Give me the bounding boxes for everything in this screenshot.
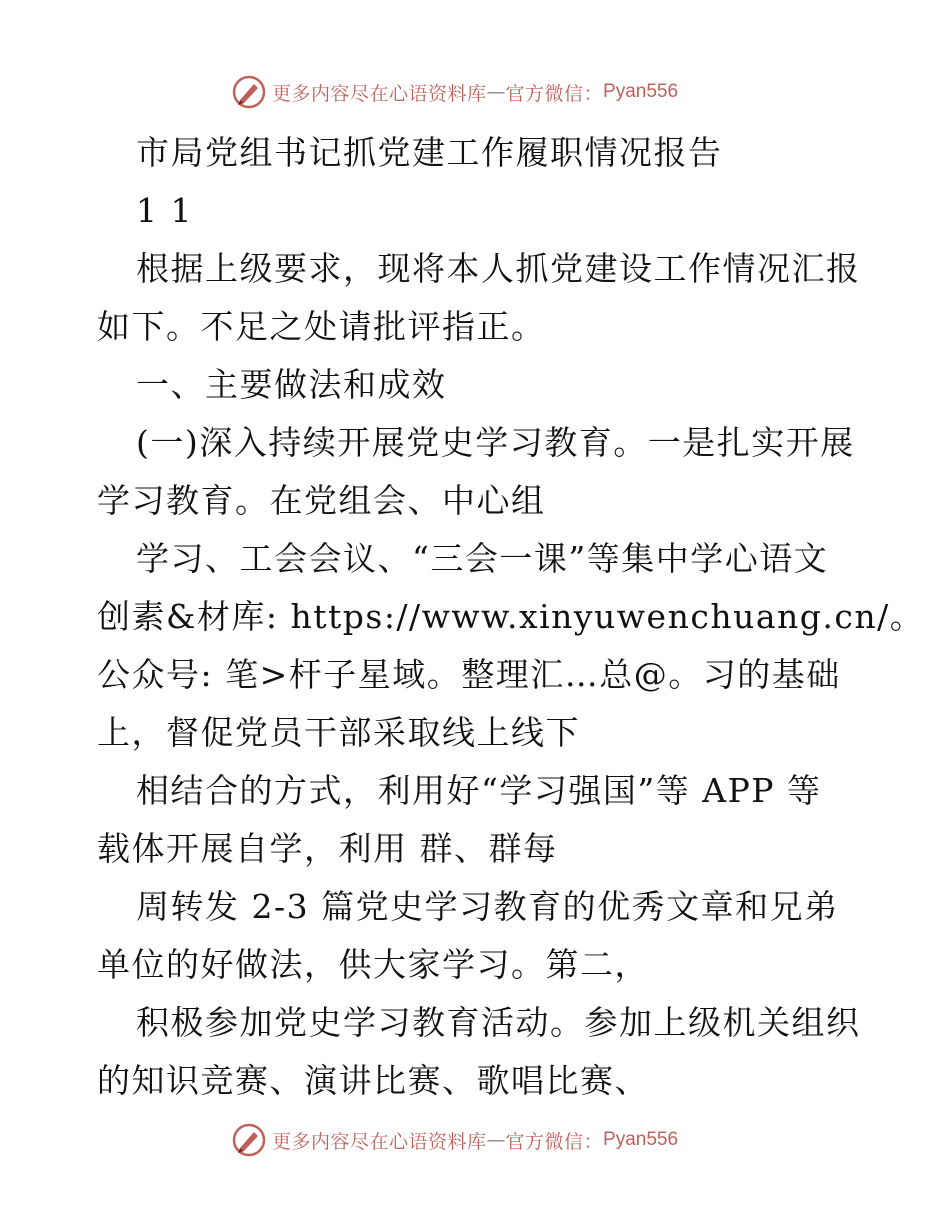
paragraph-line: 公众号: 笔>杆子星域。整理汇…总@。习的基础 bbox=[97, 655, 841, 694]
paragraph-line: 单位的好做法，供大家学习。第二， bbox=[97, 945, 649, 984]
watermark-id: Pyan556 bbox=[603, 1129, 679, 1150]
paragraph-line: 相结合的方式，利用好“学习强国”等 APP 等 bbox=[136, 771, 822, 810]
watermark-label: 官方微信： bbox=[505, 1130, 604, 1153]
paragraph-line: 载体开展自学，利用 群、群每 bbox=[97, 829, 558, 868]
paragraph-line: 的知识竞赛、演讲比赛、歌唱比赛、 bbox=[97, 1061, 649, 1100]
watermark-label: 官方微信： bbox=[505, 82, 604, 105]
paragraph-line: (一)深入持续开展党史学习教育。一是扎实开展 bbox=[136, 423, 855, 462]
watermark-separator: — bbox=[486, 1129, 506, 1151]
paragraph-line: 如下。不足之处请批评指正。 bbox=[97, 307, 546, 346]
watermark-banner-top bbox=[232, 72, 678, 112]
pen-logo-icon bbox=[232, 1123, 266, 1157]
watermark-id: Pyan556 bbox=[603, 81, 679, 102]
watermark-text: 更多内容尽在心语资料库 bbox=[272, 82, 487, 105]
document-title: 市局党组书记抓党建工作履职情况报告 bbox=[136, 133, 723, 172]
paragraph-line: 周转发 2-3 篇党史学习教育的优秀文章和兄弟 bbox=[136, 887, 839, 926]
watermark-text: 更多内容尽在心语资料库 bbox=[272, 1130, 487, 1153]
paragraph-line: 学习教育。在党组会、中心组 bbox=[97, 481, 546, 520]
document-body bbox=[97, 124, 925, 1110]
paragraph-line: 积极参加党史学习教育活动。参加上级机关组织 bbox=[136, 1003, 861, 1042]
document-number: 1 1 bbox=[136, 191, 193, 230]
paragraph-line: 上，督促党员干部采取线上线下 bbox=[97, 713, 580, 752]
pen-logo-icon bbox=[232, 75, 266, 109]
watermark-banner-bottom bbox=[232, 1120, 678, 1160]
watermark-separator: — bbox=[486, 81, 506, 103]
paragraph-line: 根据上级要求，现将本人抓党建设工作情况汇报 bbox=[136, 249, 861, 288]
paragraph-line: 学习、工会会议、“三会一课”等集中学心语文 bbox=[136, 539, 829, 578]
section-heading: 一、主要做法和成效 bbox=[136, 365, 447, 404]
paragraph-line: 创素&材库: https://www.xinyuwenchuang.cn/。 bbox=[97, 597, 925, 636]
